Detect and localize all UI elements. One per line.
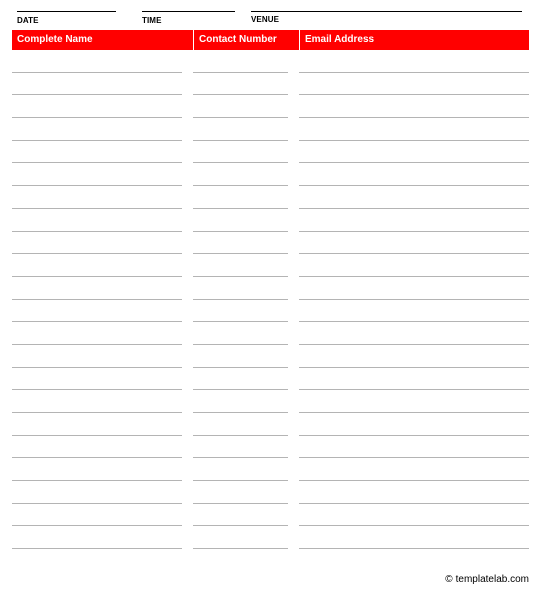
table-row	[12, 186, 529, 209]
column-header-email-address: Email Address	[299, 30, 529, 50]
table-row	[12, 481, 529, 504]
name-entry-line[interactable]	[12, 548, 182, 549]
table-row	[12, 436, 529, 459]
venue-line[interactable]	[251, 11, 522, 12]
table-row	[12, 232, 529, 255]
column-header-complete-name: Complete Name	[17, 34, 93, 45]
table-row	[12, 50, 529, 73]
table-row	[12, 141, 529, 164]
email-entry-line[interactable]	[299, 548, 529, 549]
time-line[interactable]	[142, 11, 235, 12]
table-row	[12, 118, 529, 141]
table-row	[12, 390, 529, 413]
table-row	[12, 209, 529, 232]
table-row	[12, 277, 529, 300]
date-line[interactable]	[17, 11, 116, 12]
table-row	[12, 163, 529, 186]
table-row	[12, 95, 529, 118]
footer	[445, 574, 529, 585]
table-row	[12, 73, 529, 96]
footer-text: templatelab.com	[455, 574, 529, 585]
table-row	[12, 526, 529, 549]
date-label: DATE	[17, 16, 39, 25]
venue-label: VENUE	[251, 15, 280, 24]
table-row	[12, 254, 529, 277]
contact-entry-line[interactable]	[193, 548, 288, 549]
copyright-icon: ©	[445, 573, 453, 585]
table-row	[12, 413, 529, 436]
table-row	[12, 458, 529, 481]
table-row	[12, 504, 529, 527]
table-header	[12, 30, 529, 50]
column-header-contact-number: Contact Number	[193, 30, 299, 50]
table-row	[12, 345, 529, 368]
table-row	[12, 368, 529, 391]
time-label: TIME	[142, 16, 162, 25]
table-row	[12, 322, 529, 345]
table-row	[12, 300, 529, 323]
entry-rows	[12, 50, 529, 549]
